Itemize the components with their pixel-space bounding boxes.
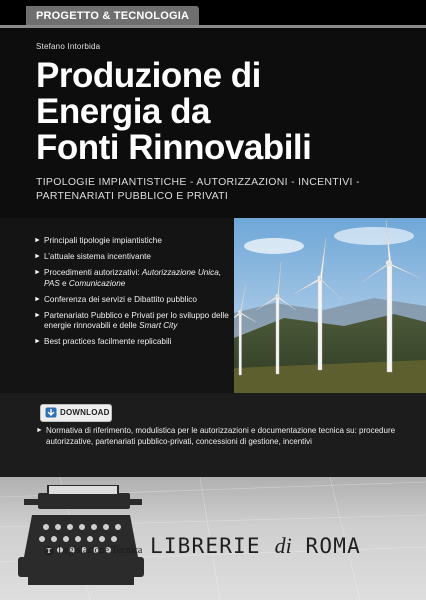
feature-text: Best practices facilmente replicabili (44, 337, 172, 346)
subtitle-line-2: PARTENARIATI PUBBLICO E PRIVATI (36, 190, 229, 202)
feature-text-italic: Smart City (139, 321, 178, 330)
feature-text: Principali tipologie impiantistiche (44, 236, 162, 245)
author-name: Stefano Intorbida (36, 42, 101, 51)
triangle-bullet-icon: ► (34, 237, 41, 244)
triangle-bullet-icon: ► (34, 295, 41, 303)
triangle-bullet-icon: ► (34, 338, 41, 345)
publisher-logo: T (44, 546, 54, 556)
feature-text-italic: Comunicazione (68, 278, 126, 288)
download-box-icon (45, 407, 57, 418)
typewriter-icon (18, 485, 144, 589)
publisher (44, 545, 142, 556)
triangle-bullet-icon: ► (34, 253, 41, 260)
publisher-name: Legislazione Tecnica (58, 545, 143, 556)
triangle-bullet-icon: ► (34, 311, 41, 319)
download-label: DOWNLOAD (60, 408, 110, 417)
feature-item (34, 295, 229, 306)
book-title (36, 58, 311, 166)
feature-list (34, 236, 229, 353)
title-line-3: Fonti Rinnovabili (36, 128, 312, 167)
wind-turbines-photo (234, 218, 426, 393)
description-text: Normativa di riferimento, modulistica per le autorizzazioni e documentazione tecnica su: procedure autorizzative, partenariati pubblico-privati, concessioni di gestione, incentivi (46, 426, 396, 446)
download-description (36, 426, 406, 447)
feature-text: Conferenza dei servizi e Dibattito pubblico (44, 294, 197, 304)
title-line-2: Energia da (36, 92, 210, 131)
feature-item (34, 236, 229, 247)
subtitle-line-1: TIPOLOGIE IMPIANTISTICHE - AUTORIZZAZIONI - INCENTIVI - (36, 176, 360, 188)
series-label: PROGETTO & TECNOLOGIA (26, 6, 199, 26)
download-badge (40, 404, 112, 422)
feature-item (34, 268, 229, 289)
title-line-1: Produzione di (36, 56, 261, 95)
triangle-bullet-icon: ► (36, 427, 43, 434)
feature-item (34, 337, 229, 348)
feature-text: L’attuale sistema incentivante (44, 252, 151, 261)
feature-text: e (59, 278, 69, 288)
feature-text-italic: Autorizzazione Unica, PAS (44, 268, 222, 288)
feature-item (34, 252, 229, 263)
store-text: ROMA (291, 534, 361, 558)
series-bar (0, 0, 426, 28)
store-text-italic: di (274, 533, 292, 558)
feature-text: Procedimenti autorizzativi: (44, 268, 142, 277)
triangle-bullet-icon: ► (34, 269, 41, 276)
feature-item (34, 311, 229, 332)
store-watermark (150, 533, 361, 559)
feature-text: Partenariato Pubblico e Privati per lo sviluppo delle energie rinnovabili e delle (44, 310, 229, 330)
book-subtitle (36, 175, 406, 203)
store-text: LIBRERIE (150, 534, 275, 558)
